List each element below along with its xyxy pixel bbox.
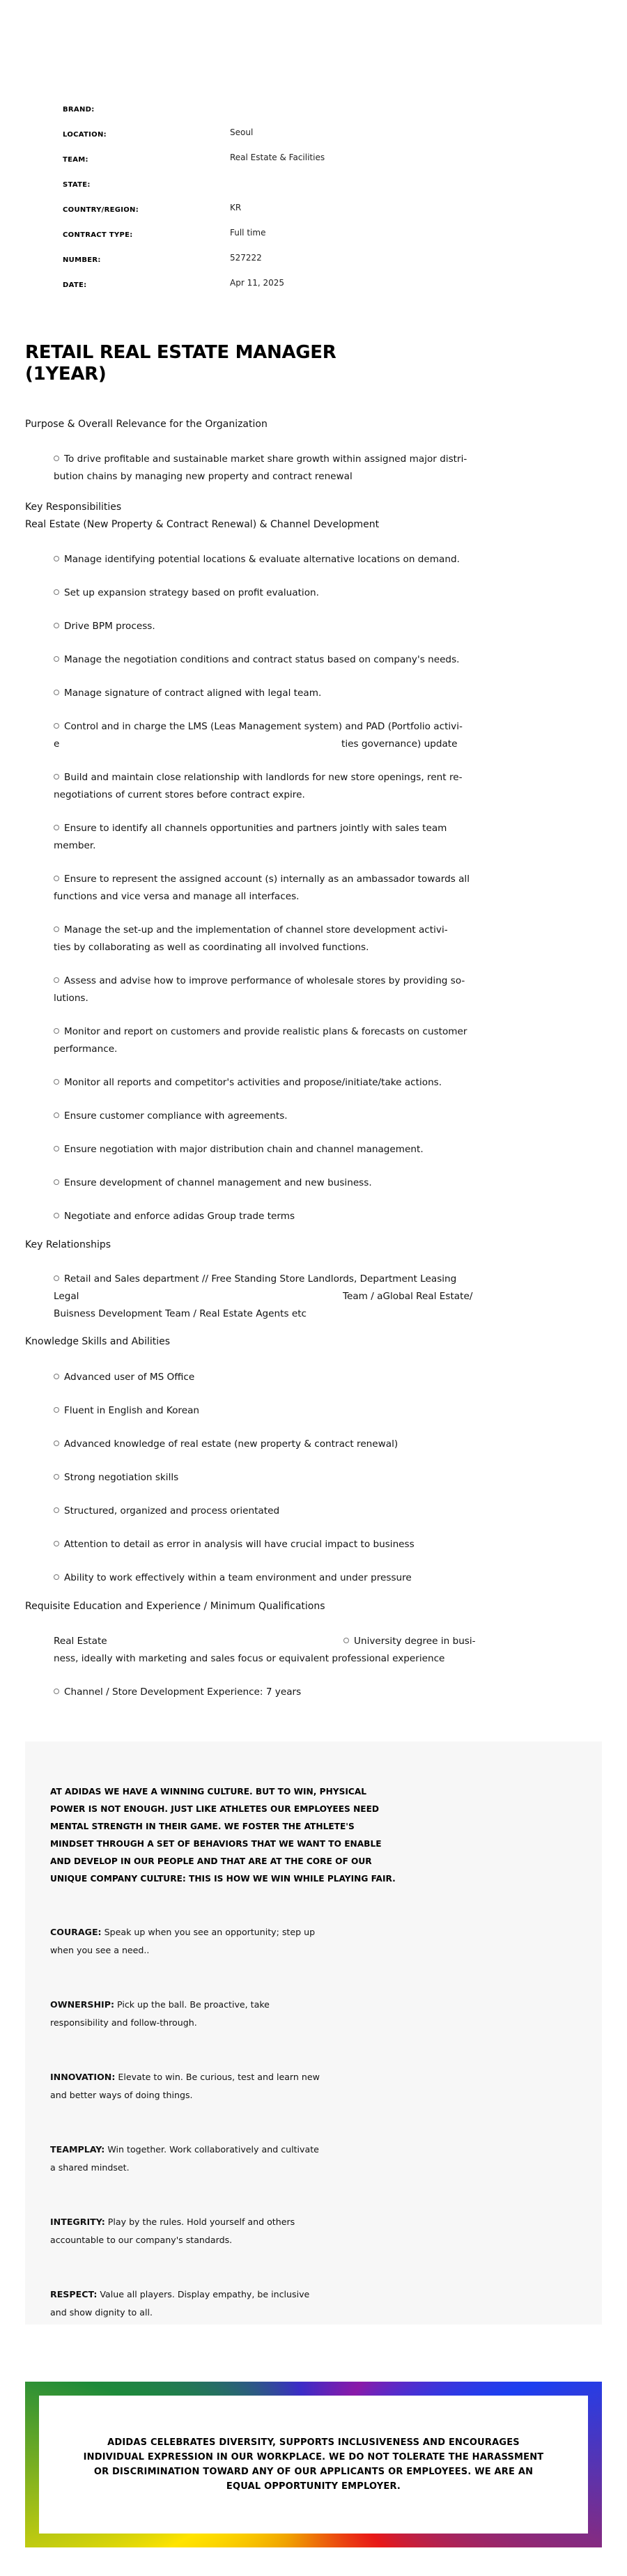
bullet-icon	[54, 1407, 59, 1413]
responsibility-item: Assess and advise how to improve performance of wholesale stores by providing so- lutions.	[54, 975, 465, 1004]
responsibility-item: Ensure to identify all channels opportunities and partners jointly with sales team member.	[54, 823, 447, 851]
skill-item: Fluent in English and Korean	[54, 1402, 486, 1420]
bullet-icon	[54, 456, 59, 461]
meta-row-date	[63, 273, 550, 298]
responsibility-item: Ensure negotiation with major distribution chain and channel management.	[54, 1141, 486, 1158]
responsibility-item: Manage the negotiation conditions and contract status based on company's needs.	[54, 651, 486, 669]
education-line1-left: Real Estate	[54, 1636, 107, 1647]
meta-row-country	[63, 198, 550, 223]
responsibilities-subheading: Real Estate (New Property & Contract Renewal) & Channel Development	[25, 519, 380, 530]
relationships-line3: Buisness Development Team / Real Estate Agents etc	[54, 1308, 307, 1319]
education-item: University degree in busi-	[343, 1633, 497, 1650]
skills-heading: Knowledge Skills and Abilities	[25, 1336, 171, 1347]
diversity-statement: ADIDAS CELEBRATES DIVERSITY, SUPPORTS INCLUSIVENESS AND ENCOURAGES INDIVIDUAL EXPRESSION IN OUR WORKPLACE. WE DO NOT TOLERATE THE HARASSMENT OR DISCRIMINATION TOWARD ANY OF OUR APPLICANTS OR EMPLOYEES. WE ARE AN EQUAL OPPORTUNITY EMPLOYER.	[83, 2437, 544, 2492]
location-label: LOCATION:	[63, 131, 107, 139]
education-item: Channel / Store Development Experience: 7 years	[54, 1684, 486, 1701]
bullet-icon	[54, 1574, 59, 1580]
bullet-icon	[54, 1507, 59, 1513]
responsibilities-heading: Key Responsibilities	[25, 502, 122, 513]
bullet-icon	[54, 690, 59, 695]
country-label: COUNTRY/REGION:	[63, 206, 139, 214]
state-label: STATE:	[63, 181, 91, 189]
relationships-item: Retail and Sales department // Free Standing Store Landlords, Department Leasing	[54, 1271, 486, 1288]
relationships-heading: Key Relationships	[25, 1239, 111, 1250]
skill-item: Strong negotiation skills	[54, 1469, 486, 1487]
responsibility-item: Set up expansion strategy based on profit evaluation.	[54, 584, 486, 602]
bullet-icon	[54, 623, 59, 628]
location-value: Seoul	[230, 127, 254, 137]
number-label: NUMBER:	[63, 256, 101, 264]
purpose-item-line2: bution chains by managing new property and contract renewal	[54, 471, 353, 482]
skill-item: Advanced user of MS Office	[54, 1369, 486, 1386]
bullet-icon	[54, 589, 59, 595]
skill-item: Ability to work effectively within a team environment and under pressure	[54, 1569, 486, 1587]
diversity-banner	[25, 2382, 602, 2547]
diversity-banner-inner	[39, 2396, 588, 2534]
bullet-icon	[54, 1541, 59, 1546]
value-teamplay: TEAMPLAY: Win together. Work collaboratively and cultivate a shared mindset.	[50, 2144, 319, 2173]
responsibility-item: Build and maintain close relationship with landlords for new store openings, rent re- negotiations of current stores before contract expire.	[54, 772, 463, 800]
bullet-icon	[54, 1275, 59, 1281]
responsibility-item: Monitor all reports and competitor's activities and propose/initiate/take actions.	[54, 1074, 486, 1092]
purpose-item-line1: To drive profitable and sustainable market share growth within assigned major distri-	[64, 453, 467, 465]
date-value: Apr 11, 2025	[230, 278, 285, 288]
bullet-icon	[54, 556, 59, 561]
skill-item: Attention to detail as error in analysis will have crucial impact to business	[54, 1536, 486, 1553]
brand-label: BRAND:	[63, 106, 95, 114]
value-integrity: INTEGRITY: Play by the rules. Hold yourself and others accountable to our company's standards.	[50, 2217, 295, 2245]
value-respect: RESPECT: Value all players. Display empathy, be inclusive and show dignity to all.	[50, 2289, 310, 2318]
bullet-icon	[54, 1213, 59, 1218]
job-meta	[63, 98, 550, 298]
responsibility-item: Negotiate and enforce adidas Group trade terms	[54, 1208, 486, 1225]
bullet-icon	[54, 1146, 59, 1151]
bullet-icon	[54, 926, 59, 932]
responsibility-item-continuation: ties governance) update	[341, 738, 458, 750]
meta-row-contract	[63, 223, 550, 248]
bullet-icon	[54, 1689, 59, 1694]
bullet-icon	[54, 1374, 59, 1379]
bullet-icon	[54, 723, 59, 729]
responsibility-item: Manage identifying potential locations & evaluate alternative locations on demand.	[54, 551, 486, 568]
responsibility-item-fragment: e	[54, 738, 60, 750]
responsibility-item: Monitor and report on customers and provide realistic plans & forecasts on customer performance.	[54, 1026, 467, 1055]
relationships-line2-right: Team / aGlobal Real Estate/	[343, 1291, 473, 1302]
education-line2: ness, ideally with marketing and sales focus or equivalent professional experience	[54, 1653, 445, 1664]
country-value: KR	[230, 203, 242, 212]
skill-item: Advanced knowledge of real estate (new property & contract renewal)	[54, 1436, 486, 1453]
purpose-heading: Purpose & Overall Relevance for the Organization	[25, 419, 268, 430]
date-label: DATE:	[63, 281, 87, 289]
job-title-line2: (1YEAR)	[25, 364, 107, 385]
contract-label: CONTRACT TYPE:	[63, 231, 133, 239]
bullet-icon	[54, 977, 59, 983]
responsibility-item: Drive BPM process.	[54, 618, 486, 635]
value-innovation: INNOVATION: Elevate to win. Be curious, test and learn new and better ways of doing things.	[50, 2072, 320, 2100]
team-label: TEAM:	[63, 156, 88, 164]
bullet-icon	[54, 1441, 59, 1446]
contract-value: Full time	[230, 228, 266, 238]
responsibility-item: Ensure to represent the assigned account (s) internally as an ambassador towards all functions and vice versa and manage all interfaces.	[54, 874, 470, 902]
education-heading: Requisite Education and Experience / Minimum Qualifications	[25, 1601, 325, 1612]
relationships-line2-left: Legal	[54, 1291, 79, 1302]
responsibility-item: Manage signature of contract aligned with legal team.	[54, 685, 486, 702]
meta-row-location	[63, 123, 550, 148]
responsibility-item: Control and in charge the LMS (Leas Management system) and PAD (Portfolio activi-	[54, 718, 486, 736]
bullet-icon	[54, 656, 59, 662]
bullet-icon	[54, 876, 59, 881]
value-courage: COURAGE: Speak up when you see an opportunity; step up when you see a need..	[50, 1927, 316, 1955]
culture-intro: AT ADIDAS WE HAVE A WINNING CULTURE. BUT TO WIN, PHYSICAL POWER IS NOT ENOUGH. JUST LIKE ATHLETES OUR EMPLOYEES NEED MENTAL STRENGTH IN THEIR GAME. WE FOSTER THE ATHLETE'S MINDSET THROUGH A SET OF BEHAVIORS THAT WE WANT TO ENABLE AND DEVELOP IN OUR PEOPLE AND THAT ARE AT THE CORE OF OUR UNIQUE COMPANY CULTURE: THIS IS HOW WE WIN WHILE PLAYING FAIR.	[50, 1787, 396, 1884]
number-value: 527222	[230, 253, 262, 263]
responsibility-item: Ensure customer compliance with agreements.	[54, 1108, 486, 1125]
meta-row-number	[63, 248, 550, 273]
team-value: Real Estate & Facilities	[230, 153, 325, 162]
job-title	[25, 342, 359, 385]
bullet-icon	[54, 1112, 59, 1118]
bullet-icon	[54, 1179, 59, 1185]
responsibility-item: Ensure development of channel management and new business.	[54, 1174, 486, 1192]
meta-row-state	[63, 173, 550, 198]
responsibility-item: Manage the set-up and the implementation of channel store development activi- ties by collaborating as well as coordinating all involved functions.	[54, 924, 448, 953]
skill-item: Structured, organized and process orientated	[54, 1503, 486, 1520]
value-ownership: OWNERSHIP: Pick up the ball. Be proactive, take responsibility and follow-through.	[50, 1999, 270, 2028]
culture-section	[25, 1741, 602, 2325]
meta-row-team	[63, 148, 550, 173]
meta-row-brand	[63, 98, 550, 123]
bullet-icon	[54, 774, 59, 779]
bullet-icon	[54, 1474, 59, 1480]
bullet-icon	[54, 1028, 59, 1034]
bullet-icon	[343, 1638, 349, 1643]
bullet-icon	[54, 825, 59, 830]
job-title-line1: RETAIL REAL ESTATE MANAGER	[25, 342, 336, 363]
purpose-item	[54, 451, 486, 486]
bullet-icon	[54, 1079, 59, 1085]
